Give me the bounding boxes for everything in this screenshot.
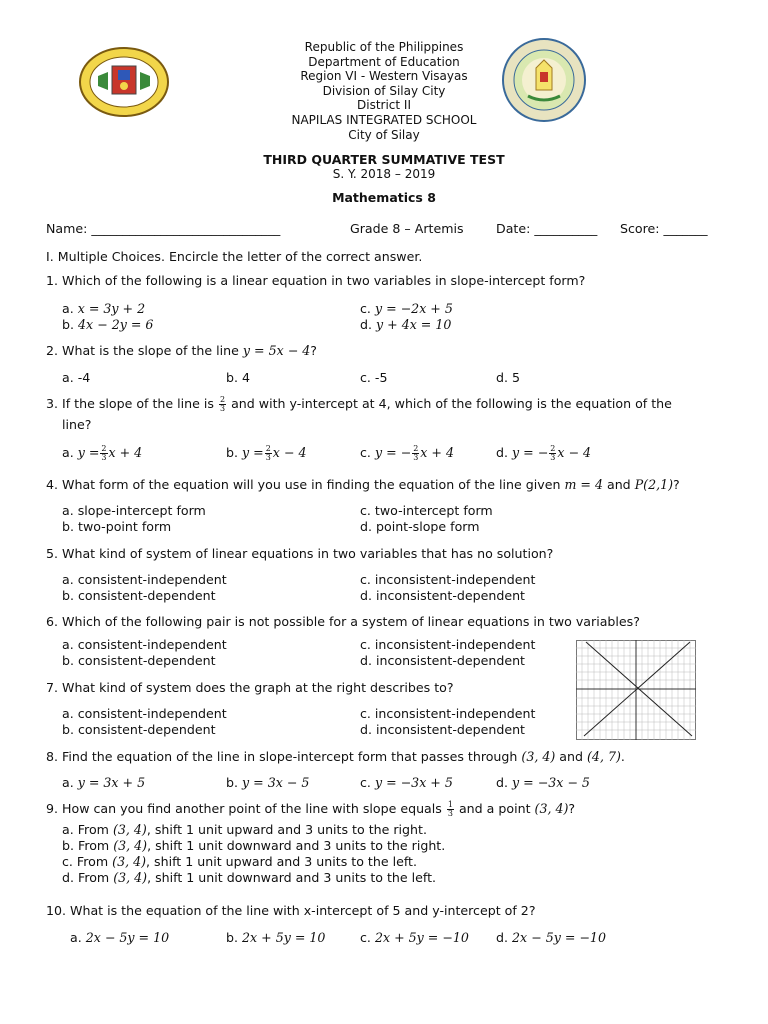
fraction: $\frac{1}{3}$	[447, 800, 453, 818]
q7-option-b[interactable]: b. consistent-dependent	[62, 722, 216, 737]
q8-option-d[interactable]: d. y = −3x − 5	[496, 775, 590, 790]
q10-option-a[interactable]: a. 2x − 5y = 10	[70, 930, 170, 945]
letterhead-line: Republic of the Philippines	[304, 40, 464, 54]
q8-option-b[interactable]: b. y = 3x − 5	[226, 775, 310, 790]
q3-option-d[interactable]: d. y = − $\frac{2}{3}$ x − 4	[496, 444, 592, 462]
option-letter: c.	[360, 301, 371, 316]
q4-option-b[interactable]: b. two-point form	[62, 519, 172, 534]
question-3-cont: line?	[62, 417, 92, 432]
q2-option-c[interactable]: c. -5	[360, 370, 388, 385]
q9-option-a[interactable]: a. From (3, 4), shift 1 unit upward and 3 units to the right.	[62, 822, 427, 837]
option-equation: y = −2x + 5	[374, 301, 453, 316]
option-letter: a.	[62, 301, 74, 316]
letterhead-line: Department of Education	[308, 54, 460, 69]
question-text: 3. If the slope of the line is	[46, 396, 214, 411]
question-text: 2. What is the slope of the line	[46, 343, 239, 358]
question-text: and with y-intercept at 4, which of the following is the equation of the	[231, 396, 672, 411]
question-10: 10. What is the equation of the line with x-intercept of 5 and y-intercept of 2?	[46, 903, 536, 918]
q3-option-a[interactable]: a. y = $\frac{2}{3}$ x + 4	[62, 444, 143, 462]
date-field[interactable]: Date: __________	[496, 221, 598, 236]
q7-option-a[interactable]: a. consistent-independent	[62, 706, 227, 721]
option-letter: d.	[360, 317, 372, 332]
q5-option-c[interactable]: c. inconsistent-independent	[360, 572, 536, 587]
question-7: 7. What kind of system does the graph at the right describes to?	[46, 680, 454, 695]
test-title: THIRD QUARTER SUMMATIVE TEST	[263, 152, 505, 167]
question-end: ?	[310, 343, 317, 358]
option-equation: y + 4x = 10	[376, 317, 452, 332]
q10-option-b[interactable]: b. 2x + 5y = 10	[226, 930, 326, 945]
q3-option-c[interactable]: c. y = − $\frac{2}{3}$ x + 4	[360, 444, 454, 462]
q1-option-a[interactable]	[62, 301, 145, 316]
school-year: S. Y. 2018 – 2019	[332, 167, 436, 181]
q6-option-b[interactable]: b. consistent-dependent	[62, 653, 216, 668]
q9-option-b[interactable]: b. From (3, 4), shift 1 unit downward and 3 units to the right.	[62, 838, 446, 853]
q8-option-c[interactable]: c. y = −3x + 5	[360, 775, 453, 790]
q5-option-a[interactable]: a. consistent-independent	[62, 572, 227, 587]
question-4: 4. What form of the equation will you use in finding the equation of the line given m = 4 and P(2,1)?	[46, 477, 680, 492]
letterhead	[0, 40, 768, 142]
question-2	[46, 343, 317, 358]
letterhead-line: Division of Silay City	[322, 83, 446, 98]
question-5: 5. What kind of system of linear equations in two variables that has no solution?	[46, 546, 554, 561]
letterhead-line: City of Silay	[348, 127, 420, 142]
q9-option-c[interactable]: c. From (3, 4), shift 1 unit upward and 3 units to the left.	[62, 854, 417, 869]
letterhead-line: District II	[357, 98, 411, 113]
q2-option-b[interactable]: b. 4	[226, 370, 251, 385]
q4-option-d[interactable]: d. point-slope form	[360, 519, 480, 534]
q1-option-d[interactable]	[360, 317, 451, 332]
q3-option-b[interactable]: b. y = $\frac{2}{3}$ x − 4	[226, 444, 307, 462]
q9-option-d[interactable]: d. From (3, 4), shift 1 unit downward and 3 units to the left.	[62, 870, 437, 885]
question-8: 8. Find the equation of the line in slope-intercept form that passes through (3, 4) and (4, 7).	[46, 749, 625, 764]
question-1: 1. Which of the following is a linear equation in two variables in slope-intercept form?	[46, 273, 586, 288]
q10-option-d[interactable]: d. 2x − 5y = −10	[496, 930, 606, 945]
question-3	[46, 396, 672, 413]
name-field[interactable]: Name: ______________________________	[46, 221, 281, 236]
q5-option-d[interactable]: d. inconsistent-dependent	[360, 588, 525, 603]
option-equation: x = 3y + 2	[77, 301, 146, 316]
option-letter: b.	[62, 317, 74, 332]
q2-option-a[interactable]: a. -4	[62, 370, 91, 385]
q7-option-c[interactable]: c. inconsistent-independent	[360, 706, 536, 721]
q1-option-b[interactable]	[62, 317, 153, 332]
option-equation: 4x − 2y = 6	[78, 317, 154, 332]
subject: Mathematics 8	[332, 190, 436, 205]
q7-option-d[interactable]: d. inconsistent-dependent	[360, 722, 525, 737]
q8-option-a[interactable]: a. y = 3x + 5	[62, 775, 146, 790]
fraction: $\frac{2}{3}$	[219, 395, 226, 413]
question-6: 6. Which of the following pair is not possible for a system of linear equations in two variables?	[46, 614, 640, 629]
instructions: I. Multiple Choices. Encircle the letter of the correct answer.	[46, 249, 423, 264]
system-graph	[576, 640, 696, 740]
q6-option-a[interactable]: a. consistent-independent	[62, 637, 227, 652]
score-field[interactable]: Score: _______	[620, 221, 708, 236]
q4-option-a[interactable]: a. slope-intercept form	[62, 503, 206, 518]
q2-option-d[interactable]: d. 5	[496, 370, 521, 385]
q10-option-c[interactable]: c. 2x + 5y = −10	[360, 930, 469, 945]
q6-option-d[interactable]: d. inconsistent-dependent	[360, 653, 525, 668]
letterhead-line: NAPILAS INTEGRATED SCHOOL	[291, 112, 477, 127]
q1-option-c[interactable]	[360, 301, 453, 316]
letterhead-line: Region VI - Western Visayas	[300, 69, 468, 84]
grade-section: Grade 8 – Artemis	[350, 221, 464, 236]
q4-option-c[interactable]: c. two-intercept form	[360, 503, 493, 518]
q5-option-b[interactable]: b. consistent-dependent	[62, 588, 216, 603]
q6-option-c[interactable]: c. inconsistent-independent	[360, 637, 536, 652]
question-equation: y = 5x − 4	[242, 343, 311, 358]
question-9: 9. How can you find another point of the line with slope equals $\frac{1}{3}$ and a point (3, 4)?	[46, 800, 576, 818]
